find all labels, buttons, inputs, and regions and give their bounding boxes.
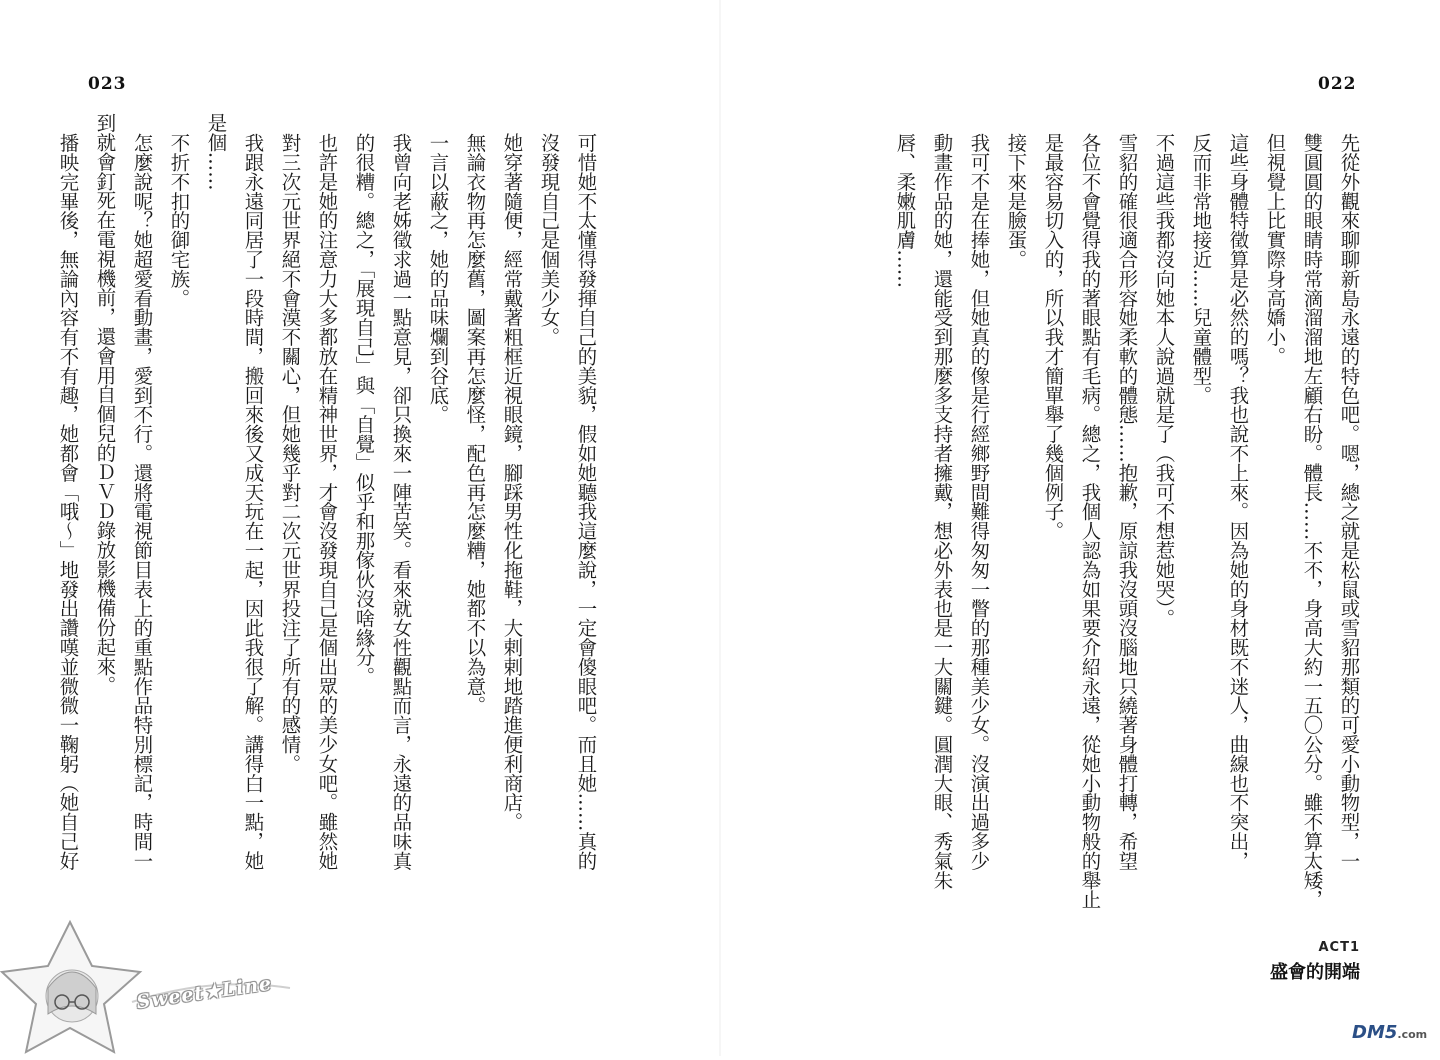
text-column: 的很糟。總之，「展現自己」與「自覺」似乎和那傢伙沒啥緣分。 (352, 133, 376, 686)
text-column: 是最容易切入的，所以我才簡單舉了幾個例子。 (1041, 133, 1065, 541)
text-column: 雪貂的確很適合形容她柔軟的體態……抱歉，原諒我沒頭沒腦地只繞著身體打轉，希望 (1115, 133, 1139, 871)
text-column: 唇、柔嫩肌膚…… (893, 133, 917, 289)
text-column: 可惜她不太懂得發揮自己的美貌，假如她聽我這麼說，一定會傻眼吧。而且她……真的 (574, 133, 598, 871)
text-column: 到就會釘死在電視機前，還會用自個兒的ＤＶＤ錄放影機備份起來。 (93, 113, 117, 695)
sweet-line-logo (0, 918, 300, 1056)
text-column: 沒發現自己是個美少女。 (537, 133, 561, 347)
text-column: 但視覺上比實際身高嬌小。 (1263, 133, 1287, 366)
logo-text: Sweet★Line (135, 972, 274, 1014)
page-gutter (719, 0, 721, 1056)
chapter-title: 盛會的開端 (1270, 962, 1360, 983)
text-column: 一言以蔽之，她的品味爛到谷底。 (426, 133, 450, 424)
text-column: 她穿著隨便，經常戴著粗框近視眼鏡，腳踩男性化拖鞋，大剌剌地踏進便利商店。 (500, 133, 524, 832)
text-column: 不折不扣的御宅族。 (167, 133, 191, 308)
text-column: 播映完畢後，無論內容有不有趣，她都會「哦～」地發出讚嘆並微微一鞠躬（她自己好 (56, 133, 80, 871)
text-column: 這些身體特徵算是必然的嗎？我也說不上來。因為她的身材既不迷人，曲線也不突出， (1226, 133, 1250, 871)
watermark-suffix: .com (1397, 1028, 1428, 1041)
text-column: 怎麼說呢？她超愛看動畫，愛到不行。還將電視節目表上的重點作品特別標記，時間一 (130, 133, 154, 871)
text-column: 不過這些我都沒向她本人說過就是了（我可不想惹她哭）。 (1152, 133, 1176, 628)
watermark-text: DM5 (1352, 1022, 1398, 1043)
text-column: 對三次元世界絕不會漠不關心，但她幾乎對二次元世界投注了所有的感情。 (278, 133, 302, 774)
chapter-label: ACT1 (1318, 940, 1360, 955)
text-column: 我曾向老姊徵求過一點意見，卻只換來一陣苦笑。看來就女性觀點而言，永遠的品味真 (389, 133, 413, 871)
site-watermark (1352, 1022, 1427, 1043)
text-column: 反而非常地接近……兒童體型。 (1189, 133, 1213, 405)
text-column: 各位不會覺得我的著眼點有毛病。總之，我個人認為如果要介紹永遠，從她小動物般的舉止 (1078, 133, 1102, 909)
text-column: 我跟永遠同居了一段時間，搬回來後又成天玩在一起，因此我很了解。講得白一點，她 (241, 133, 265, 871)
text-column: 無論衣物再怎麼舊，圖案再怎麼怪，配色再怎麼糟，她都不以為意。 (463, 133, 487, 715)
text-column: 雙圓圓的眼睛時常滴溜溜地左顧右盼。體長……不不，身高大約一五〇公分。雖不算太矮， (1300, 133, 1324, 909)
text-column: 我可不是在捧她，但她真的像是行經鄉野間難得匆匆一瞥的那種美少女。沒演出過多少 (967, 133, 991, 871)
text-column: 是個…… (204, 113, 228, 191)
text-column: 也許是她的注意力大多都放在精神世界，才會沒發現自己是個出眾的美少女吧。雖然她 (315, 133, 339, 871)
left-page-number: 023 (88, 74, 127, 94)
text-column: 先從外觀來聊聊新島永遠的特色吧。嗯，總之就是松鼠或雪貂那類的可愛小動物型，一 (1337, 133, 1361, 871)
right-page-number: 022 (1318, 74, 1357, 94)
text-column: 接下來是臉蛋。 (1004, 133, 1028, 269)
text-column: 動畫作品的她，還能受到那麼多支持者擁戴，想必外表也是一大關鍵。圓潤大眼、秀氣朱 (930, 133, 954, 890)
